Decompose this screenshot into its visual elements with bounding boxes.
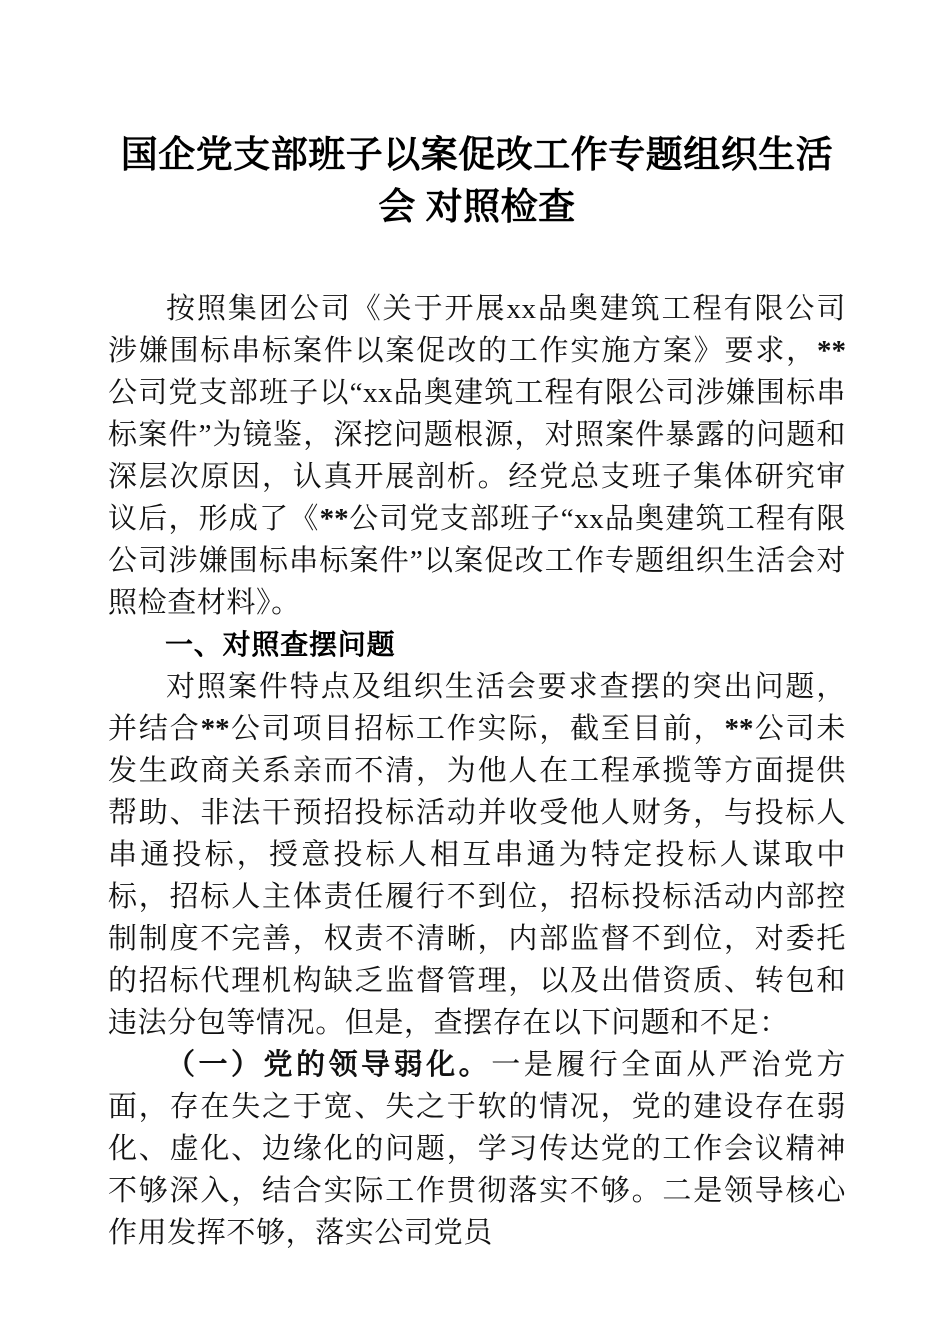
text-run-normal: 品奥建筑工程有限公司涉嫌围标串标案件”以案促改工作专题组织生活会对照检查材料》。 — [108, 503, 846, 619]
text-run-normal: 公司项目招标工作实际，截至目前， — [229, 713, 725, 745]
text-run-normal: 公司党支部班子以“ — [108, 377, 364, 409]
text-run-normal: 一是履行全面从严治党方面，存在失之于宽、失之于软的情况，党的建设存在弱化、虚化、边缘化的问题，学习传达党的工作会议精神不够深入，结合实际工作贯彻落实不够。二是领导核心作用发挥不够，落实公司党员 — [108, 1049, 846, 1249]
text-run-latin: xx — [574, 503, 605, 535]
section-heading-1: 一、对照查摆问题 — [165, 629, 396, 660]
text-run-bold: （一）党的领导弱化。 — [166, 1049, 492, 1081]
text-run-normal: 按照集团公司《关于开展 — [166, 293, 507, 325]
text-run-stars: ** — [319, 503, 349, 535]
paragraph-section-1-body — [108, 666, 846, 1044]
text-run-stars: ** — [724, 713, 754, 745]
text-run-normal: 品奥建筑工程有限公司涉嫌围标串标案件以案促改的工作实施方案》要求， — [108, 293, 846, 367]
text-run-normal: 品奥建筑工程有限公司涉嫌围标串标案件”为镜鉴，深挖问题根源，对照案件暴露的问题和深层次原因，认真开展剖析。经党总支班子集体研究审议后，形成了《 — [108, 377, 846, 535]
text-run-stars: ** — [817, 335, 846, 367]
text-run-normal: 公司党支部班子“ — [348, 503, 575, 535]
page-title-line-1: 国企党支部班子以案促改工作专题组织生活会 — [120, 135, 834, 228]
page-content-area — [108, 0, 846, 1254]
text-run-normal: 对照案件特点及组织生活会要求查摆的突出问题，并结合 — [108, 671, 846, 745]
text-run-latin: xx — [363, 377, 394, 409]
text-run-latin: xx — [506, 293, 537, 325]
paragraph-intro — [108, 288, 846, 624]
page-title-line-2: 对照检查 — [425, 187, 576, 228]
text-run-stars: ** — [200, 713, 230, 745]
text-run-normal: 公司未发生政商关系亲而不清，为他人在工程承揽等方面提供帮助、非法干预招投标活动并收受他人财务，与投标人串通投标，授意投标人相互串通为特定投标人谋取中标，招标人主体责任履行不到位，招标投标活动内部控制制度不完善，权责不清晰，内部监督不到位，对委托的招标代理机构缺乏监督管理，以及出借资质、转包和违法分包等情况。但是，查摆存在以下问题和不足： — [108, 713, 846, 1039]
paragraph-subsection-1 — [108, 1044, 846, 1254]
page-title — [108, 0, 846, 234]
